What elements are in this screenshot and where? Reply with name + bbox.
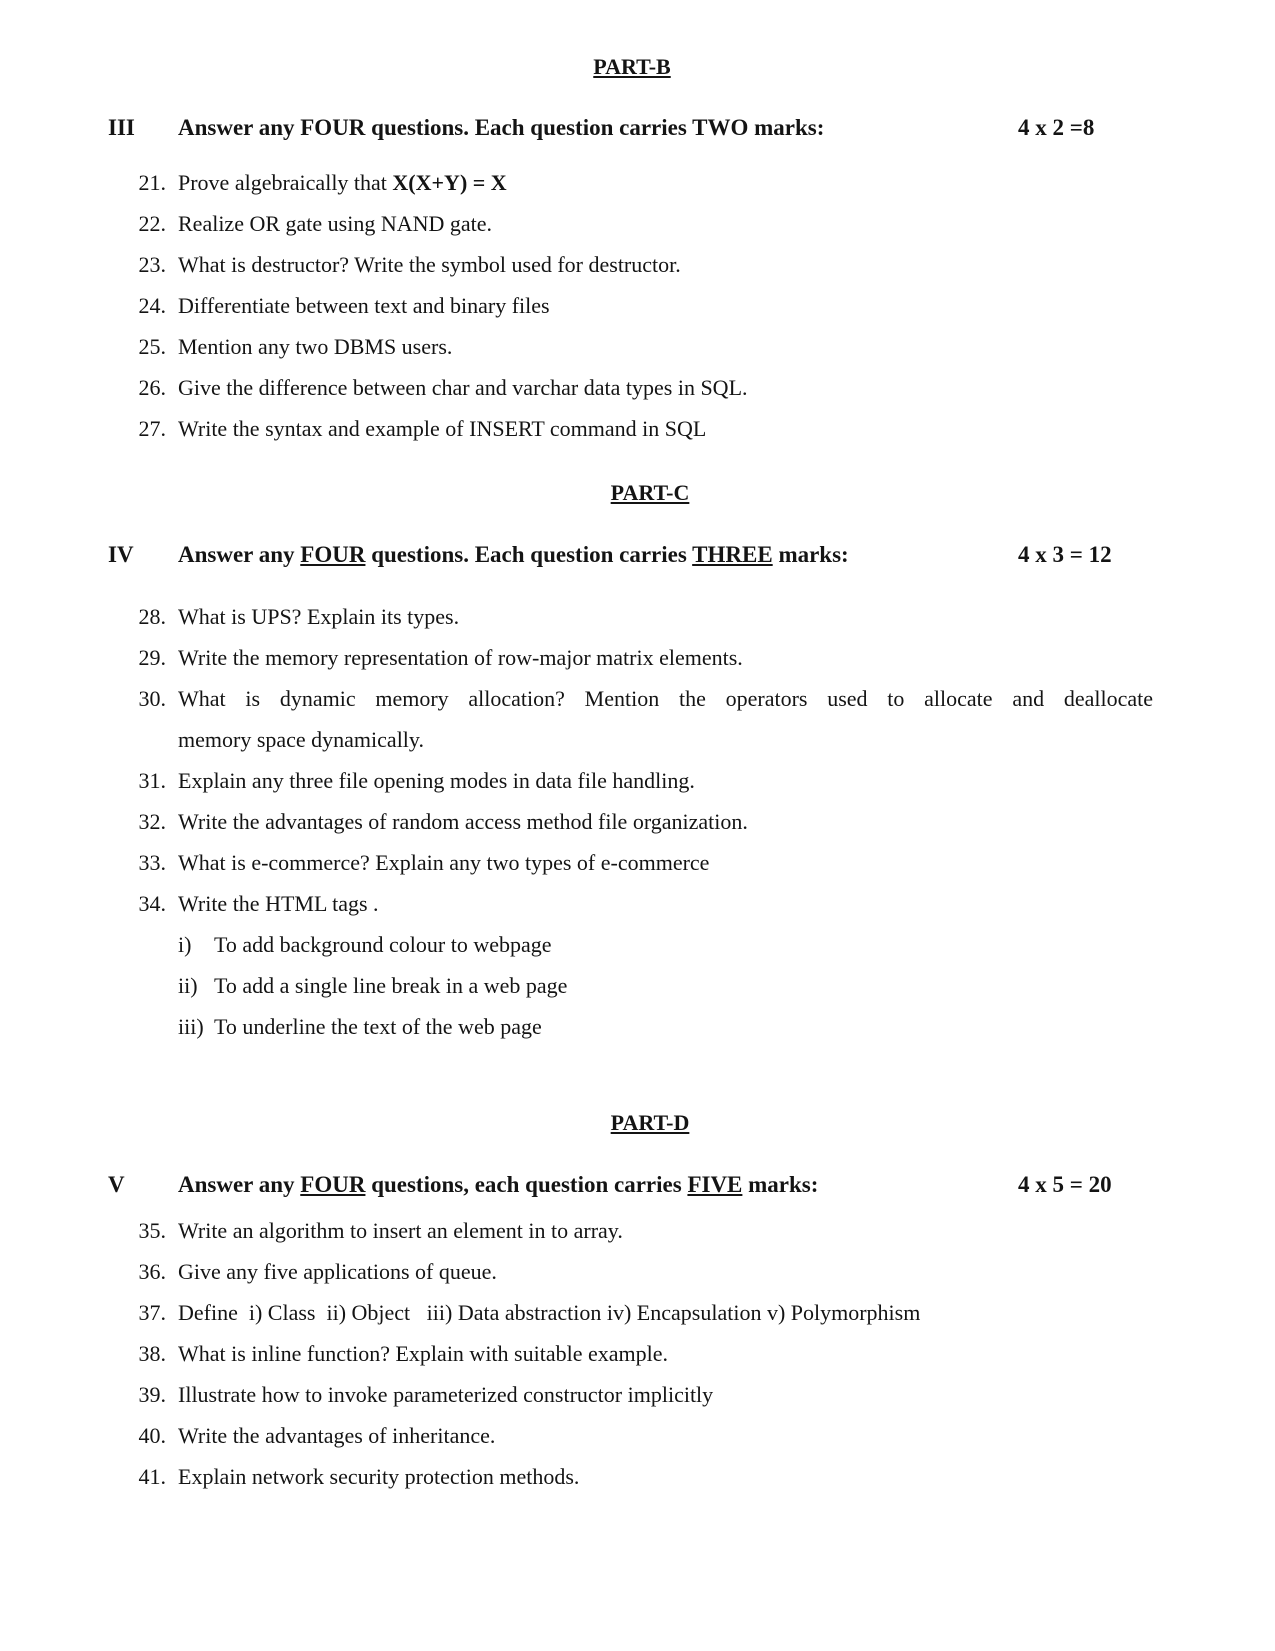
question-number: 30.	[138, 686, 166, 711]
question-text: Realize OR gate using NAND gate.	[178, 211, 493, 236]
question-number: 36.	[138, 1259, 166, 1284]
question-text: Differentiate between text and binary files	[178, 293, 550, 318]
question-text: Give any five applications of queue.	[178, 1259, 497, 1284]
question-text: Explain any three file opening modes in data file handling.	[178, 768, 695, 793]
question-text: Write the memory representation of row-major matrix elements.	[178, 645, 743, 670]
question-number: 38.	[138, 1341, 166, 1366]
question-text: What is inline function? Explain with suitable example.	[178, 1341, 668, 1366]
question-number: 35.	[138, 1218, 166, 1243]
question-number: 23.	[138, 252, 166, 277]
question-number: 33.	[138, 850, 166, 875]
part-c-instruction: Answer any FOUR questions. Each question carries THREE marks:	[178, 542, 849, 567]
question-number: 29.	[138, 645, 166, 670]
question-number: 28.	[138, 604, 166, 629]
question-text: Give the difference between char and varchar data types in SQL.	[178, 375, 748, 400]
subitem-label: i)	[178, 932, 192, 957]
question-number: 34.	[138, 891, 166, 916]
part-b-marks: 4 x 2 =8	[1018, 115, 1095, 140]
question-text: Illustrate how to invoke parameterized constructor implicitly	[178, 1382, 714, 1407]
part-d-title: PART-D	[610, 1110, 690, 1135]
part-b-title: PART-B	[593, 54, 671, 79]
section-number-iii: III	[108, 115, 135, 140]
question-text: Write the HTML tags .	[178, 891, 379, 916]
question-text: What is destructor? Write the symbol used for destructor.	[178, 252, 681, 277]
question-text: Prove algebraically that X(X+Y) = X	[178, 170, 507, 195]
question-number: 27.	[138, 416, 166, 441]
question-number: 40.	[138, 1423, 166, 1448]
question-formula: X(X+Y) = X	[392, 170, 507, 195]
question-number: 21.	[138, 170, 166, 195]
question-number: 24.	[138, 293, 166, 318]
question-text: Mention any two DBMS users.	[178, 334, 453, 359]
subitem-label: iii)	[178, 1014, 204, 1039]
part-d-instruction: Answer any FOUR questions, each question carries FIVE marks:	[178, 1172, 819, 1197]
question-text: Write the advantages of inheritance.	[178, 1423, 496, 1448]
section-number-iv: IV	[108, 542, 134, 567]
question-text: Write the syntax and example of INSERT command in SQL	[178, 416, 707, 441]
subitem-text: To underline the text of the web page	[214, 1014, 542, 1039]
section-number-v: V	[108, 1172, 125, 1197]
question-number: 31.	[138, 768, 166, 793]
question-text: What is dynamic memory allocation? Mention the operators used to allocate and deallocate	[178, 686, 1153, 711]
question-number: 41.	[138, 1464, 166, 1489]
part-d-marks: 4 x 5 = 20	[1018, 1172, 1112, 1197]
question-number: 22.	[138, 211, 166, 236]
part-c-title: PART-C	[610, 480, 690, 505]
part-b-instruction: Answer any FOUR questions. Each question carries TWO marks:	[178, 115, 825, 140]
question-number: 37.	[138, 1300, 166, 1325]
question-number: 39.	[138, 1382, 166, 1407]
question-number: 25.	[138, 334, 166, 359]
part-c-marks: 4 x 3 = 12	[1018, 542, 1112, 567]
question-text: Explain network security protection methods.	[178, 1464, 580, 1489]
question-text: Define i) Class ii) Object iii) Data abstraction iv) Encapsulation v) Polymorphism	[178, 1300, 921, 1325]
question-text-continuation: memory space dynamically.	[178, 727, 424, 752]
question-number: 32.	[138, 809, 166, 834]
subitem-text: To add a single line break in a web page	[214, 973, 568, 998]
question-text: Write the advantages of random access method file organization.	[178, 809, 748, 834]
question-text: Write an algorithm to insert an element in to array.	[178, 1218, 623, 1243]
question-number: 26.	[138, 375, 166, 400]
question-text: What is e-commerce? Explain any two types of e-commerce	[178, 850, 710, 875]
subitem-text: To add background colour to webpage	[214, 932, 552, 957]
question-text: What is UPS? Explain its types.	[178, 604, 460, 629]
subitem-label: ii)	[178, 973, 198, 998]
